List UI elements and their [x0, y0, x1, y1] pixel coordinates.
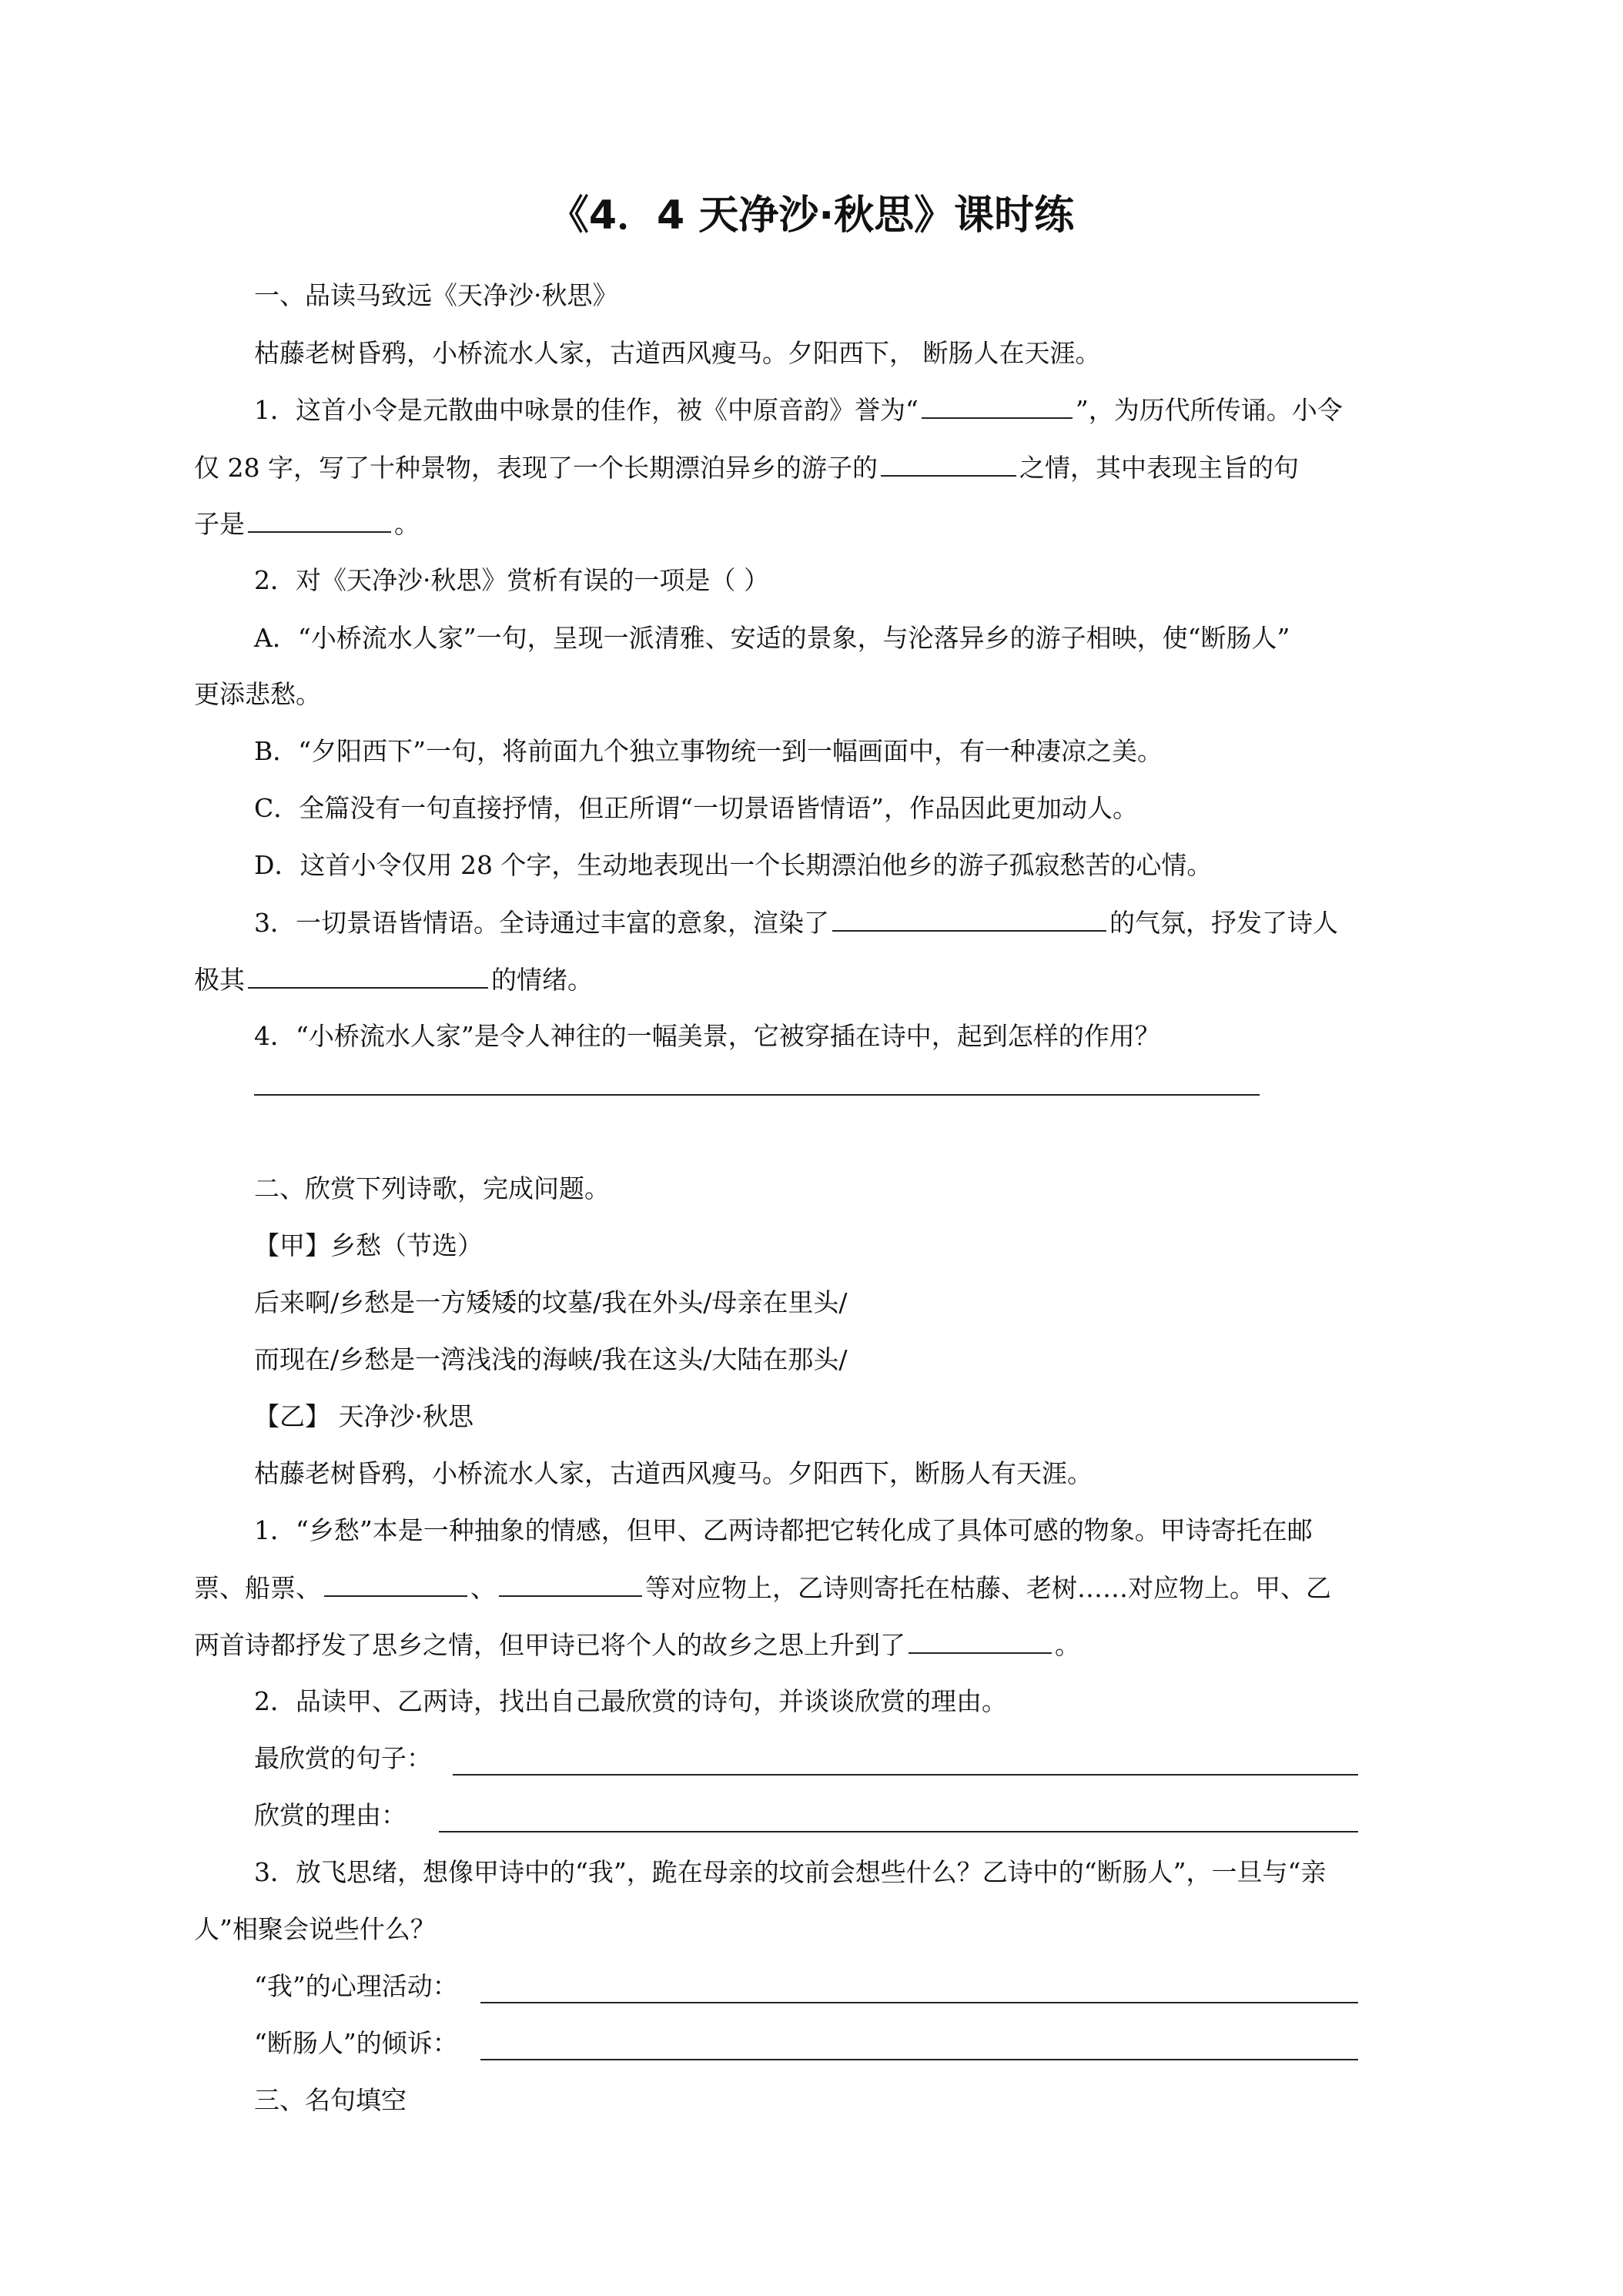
s2-q1-blank-1[interactable] [324, 1571, 467, 1597]
s2-q3-me-label: “我”的心理活动： [254, 1971, 458, 2001]
s1-q1-line1: 1．这首小令是元散曲中咏景的佳作，被《中原音韵》誉为“ ”，为历代所传诵。小令 [254, 393, 1343, 427]
jia-poem-title: 【甲】乡愁（节选） [254, 1230, 483, 1260]
s2-q2-sentence-label: 最欣赏的句子： [254, 1743, 432, 1773]
s2-q1-blank-2[interactable] [499, 1571, 642, 1597]
s2-q2-reason-label: 欣赏的理由： [254, 1800, 407, 1830]
section3-heading: 三、名句填空 [254, 2085, 407, 2115]
s2-q3-line1: 3．放飞思绪，想像甲诗中的“我”，跪在母亲的坟前会想些什么？乙诗中的“断肠人”，一旦与“亲 [254, 1857, 1327, 1887]
s2-q3-duanchang-answer-line[interactable] [480, 2059, 1358, 2060]
section2-heading: 二、欣赏下列诗歌，完成问题。 [254, 1173, 610, 1203]
jia-poem-line2: 而现在/乡愁是一湾浅浅的海峡/我在这头/大陆在那头/ [254, 1344, 848, 1374]
jia-poem-line1: 后来啊/乡愁是一方矮矮的坟墓/我在外头/母亲在里头/ [254, 1287, 848, 1317]
s1-q2-option-a-cont: 更添悲愁。 [194, 679, 321, 709]
s1-q2-stem: 2．对《天净沙·秋思》赏析有误的一项是（ ） [254, 565, 769, 595]
s1-q1-line3: 子是 。 [194, 507, 420, 541]
s2-q3-me-answer-line[interactable] [480, 2002, 1358, 2003]
s2-q3-duanchang-label: “断肠人”的倾诉： [254, 2028, 458, 2058]
section1-poem: 枯藤老树昏鸦，小桥流水人家，古道西风瘦马。夕阳西下， 断肠人在天涯。 [254, 338, 1101, 368]
s2-q2-sentence-answer-line[interactable] [453, 1774, 1358, 1776]
s1-q1-blank-3[interactable] [248, 507, 391, 533]
s1-q3-blank-1[interactable] [832, 905, 1106, 932]
s2-q2-stem: 2．品读甲、乙两诗，找出自己最欣赏的诗句，并谈谈欣赏的理由。 [254, 1686, 1007, 1716]
s1-q3-line2: 极其 的情绪。 [194, 962, 593, 997]
s1-q1-blank-1[interactable] [922, 393, 1073, 419]
s2-q1-line2: 票、船票、 、 等对应物上，乙诗则寄托在枯藤、老树……对应物上。甲、乙 [194, 1571, 1331, 1605]
s1-q1-line2: 仅 28 字，写了十种景物，表现了一个长期漂泊异乡的游子的 之情，其中表现主旨的句 [194, 450, 1299, 485]
s1-q2-option-d[interactable]: D．这首小令仅用 28 个字，生动地表现出一个长期漂泊他乡的游子孤寂愁苦的心情。 [254, 850, 1213, 880]
s1-q3-line1: 3．一切景语皆情语。全诗通过丰富的意象，渲染了 的气氛，抒发了诗人 [254, 905, 1338, 940]
s2-q1-line1: 1．“乡愁”本是一种抽象的情感，但甲、乙两诗都把它转化成了具体可感的物象。甲诗寄托在邮 [254, 1515, 1313, 1545]
s1-q4-stem: 4．“小桥流水人家”是令人神往的一幅美景，它被穿插在诗中，起到怎样的作用？ [254, 1021, 1160, 1051]
page-title: 《4．4 天净沙·秋思》课时练 [548, 192, 1075, 239]
s1-q2-option-b[interactable]: B．“夕阳西下”一句，将前面九个独立事物统一到一幅画面中，有一种凄凉之美。 [254, 736, 1163, 766]
s1-q4-answer-line[interactable] [254, 1094, 1260, 1096]
s2-q1-line3: 两首诗都抒发了思乡之情，但甲诗已将个人的故乡之思上升到了 。 [194, 1628, 1080, 1662]
s1-q2-option-c[interactable]: C．全篇没有一句直接抒情，但正所谓“一切景语皆情语”，作品因此更加动人。 [254, 793, 1138, 823]
yi-poem-title: 【乙】 天净沙·秋思 [254, 1401, 474, 1431]
s1-q1-blank-2[interactable] [881, 450, 1016, 477]
yi-poem-text: 枯藤老树昏鸦，小桥流水人家，古道西风瘦马。夕阳西下，断肠人有天涯。 [254, 1458, 1093, 1488]
s2-q3-line2: 人”相聚会说些什么？ [194, 1914, 436, 1944]
s1-q3-blank-2[interactable] [248, 962, 488, 989]
s2-q1-blank-3[interactable] [909, 1628, 1052, 1654]
s1-q2-option-a[interactable]: A．“小桥流水人家”一句，呈现一派清雅、安适的景象，与沦落异乡的游子相映，使“断肠人” [254, 623, 1290, 653]
s2-q2-reason-answer-line[interactable] [439, 1831, 1358, 1832]
section1-heading: 一、品读马致远《天净沙·秋思》 [254, 280, 618, 310]
